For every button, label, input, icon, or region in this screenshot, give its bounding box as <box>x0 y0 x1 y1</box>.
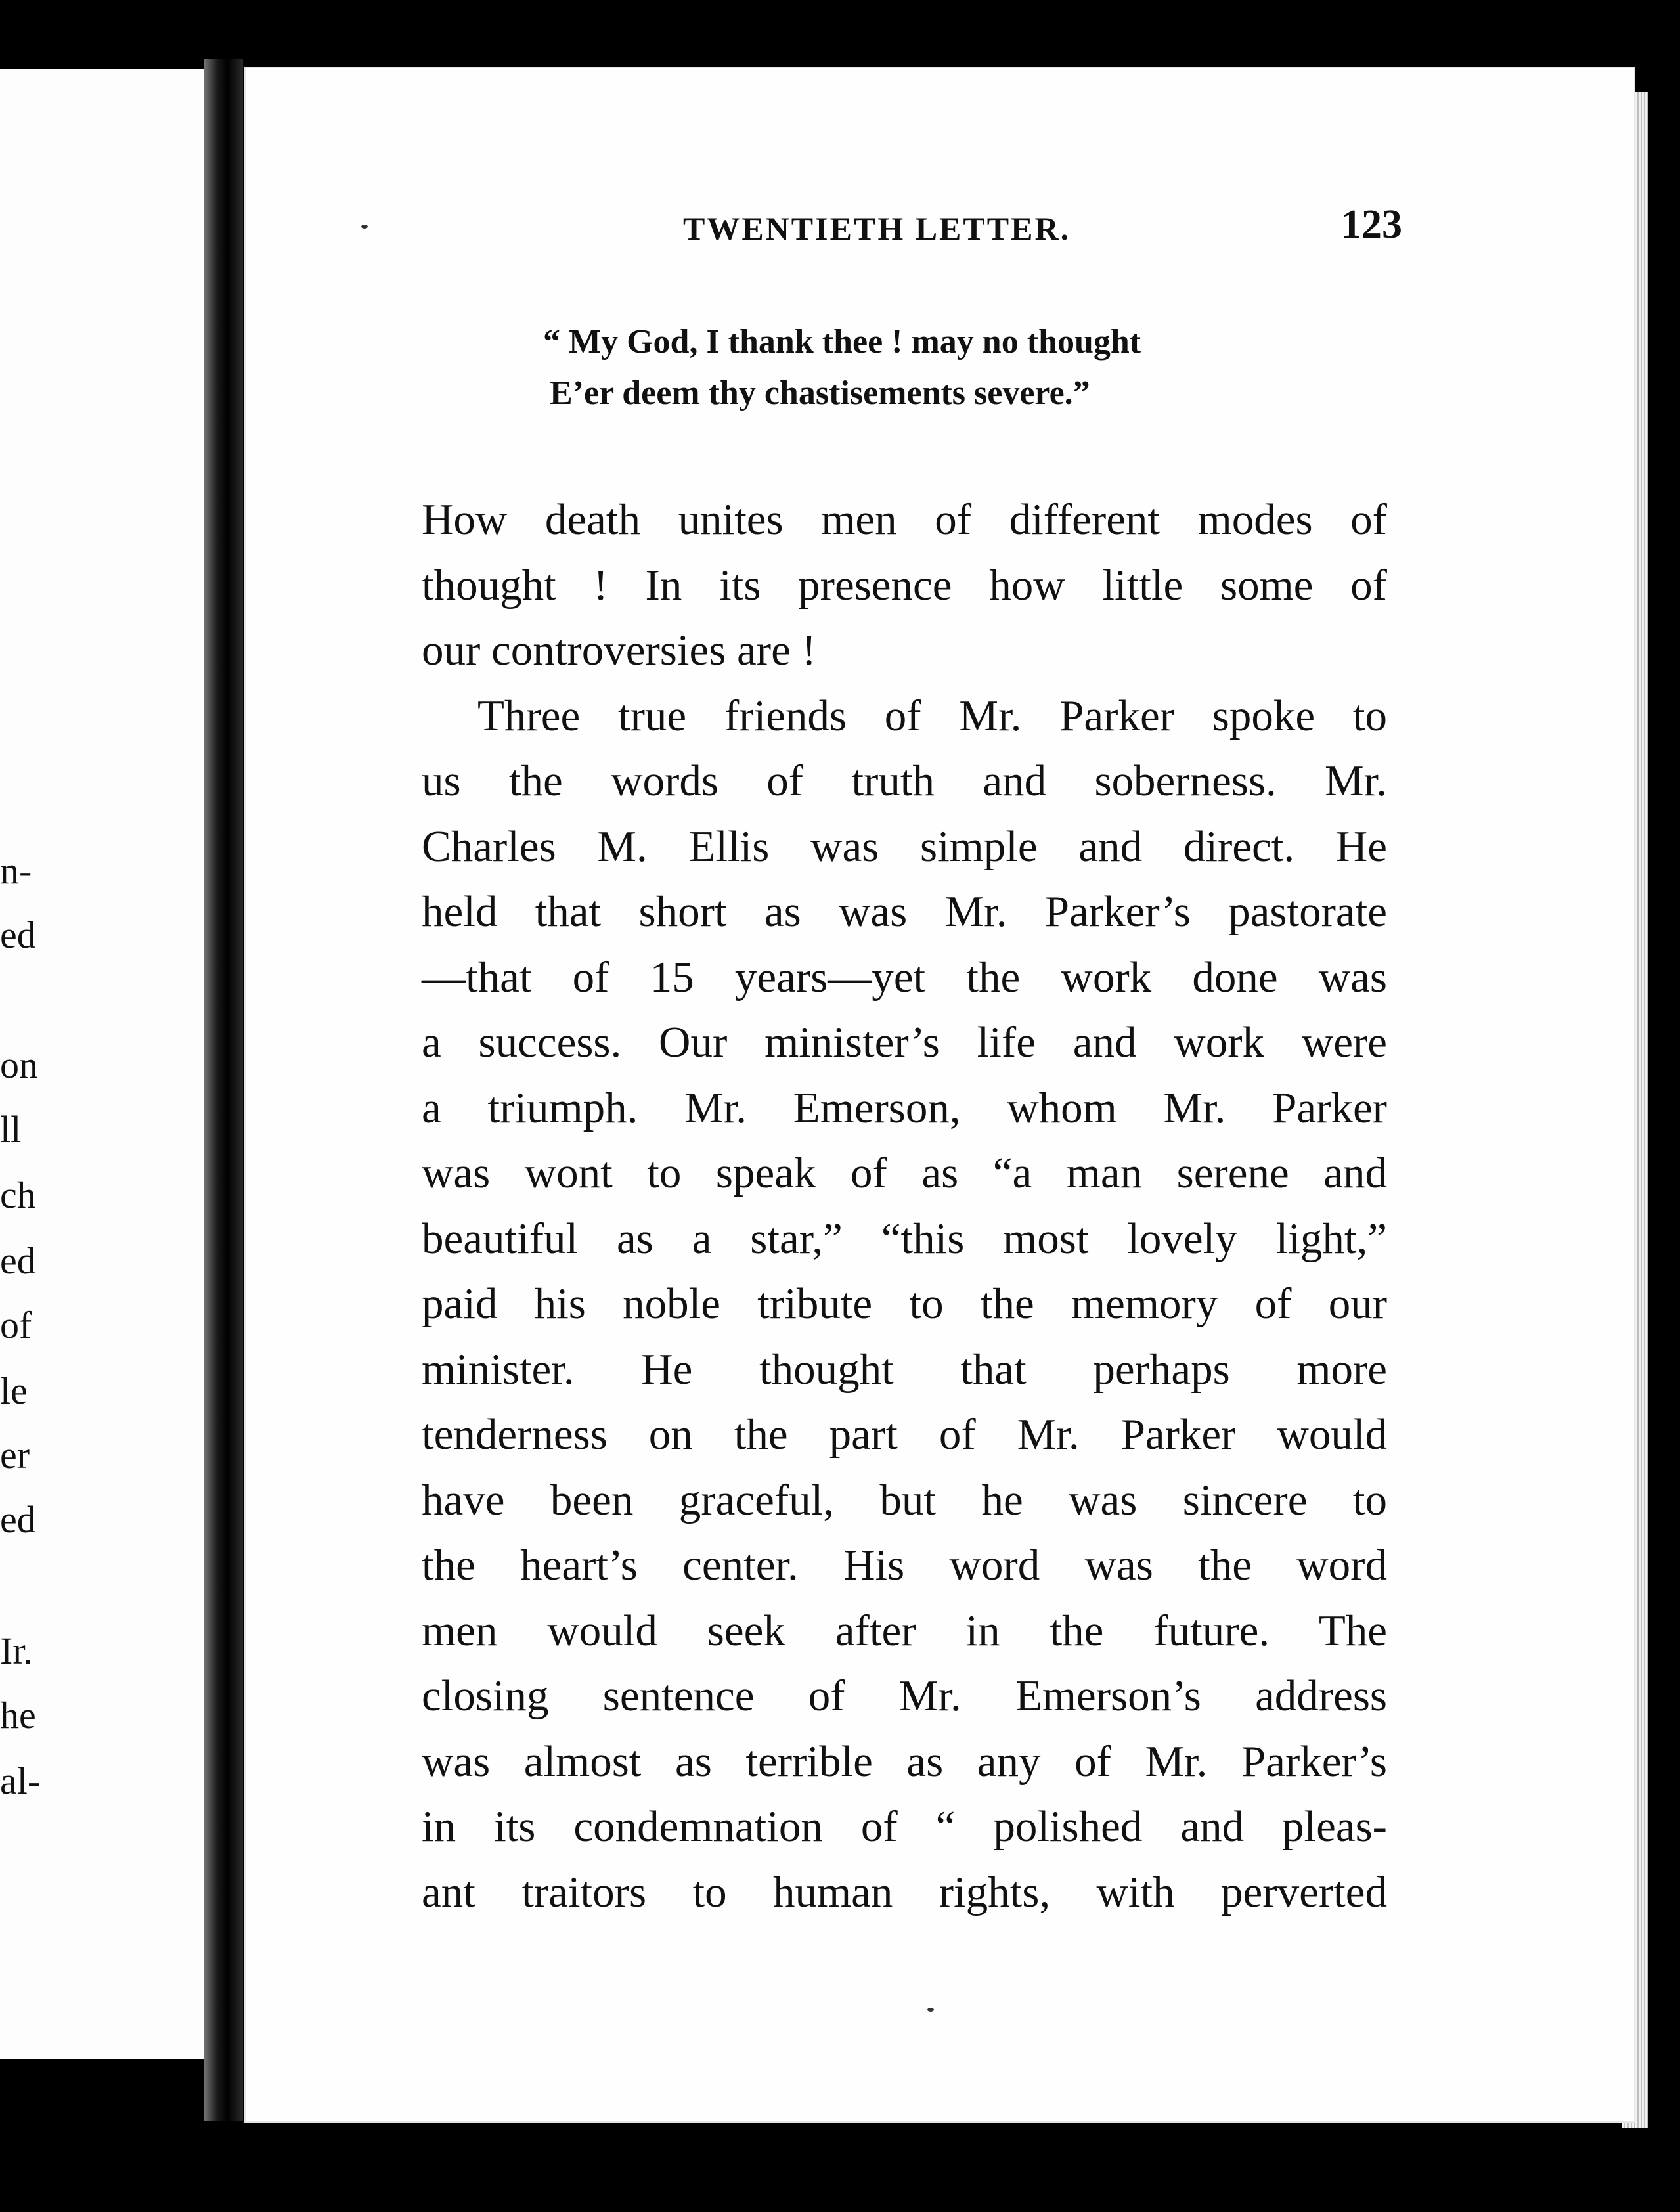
book-gutter <box>204 59 243 2121</box>
text-line: the heart’s center. His word was the word <box>422 1541 1387 1589</box>
text-line: held that short as was Mr. Parker’s pastorate <box>422 887 1387 936</box>
left-fragment: al- <box>0 1759 41 1802</box>
page-number: 123 <box>1341 202 1402 247</box>
text-line: was wont to speak of as “a man serene and <box>422 1149 1387 1197</box>
text-line: tenderness on the part of Mr. Parker would <box>422 1410 1387 1459</box>
ink-speck <box>927 2008 934 2012</box>
page-header <box>244 202 1635 261</box>
text-line: men would seek after in the future. The <box>422 1606 1387 1655</box>
left-facing-page <box>0 69 220 2059</box>
left-fragment: he <box>0 1694 36 1736</box>
left-fragment: n- <box>0 849 32 892</box>
book-page <box>244 67 1635 2123</box>
text-line: minister. He thought that perhaps more <box>422 1344 1387 1394</box>
body-text <box>422 487 1650 1925</box>
left-fragment: ed <box>0 1239 36 1282</box>
text-line: thought ! In its presence how little some of <box>422 560 1387 609</box>
text-line: ant traitors to human rights, with perverted <box>422 1867 1387 1916</box>
left-fragment: ed <box>0 1498 36 1541</box>
left-fragment: ll <box>0 1108 22 1151</box>
left-fragment: ch <box>0 1174 36 1216</box>
text-line: in its condemnation of “ polished and pleas- <box>422 1802 1387 1851</box>
text-line: a triumph. Mr. Emerson, whom Mr. Parker <box>422 1083 1387 1132</box>
text-line: beautiful as a star,” “this most lovely light,” <box>422 1214 1387 1263</box>
text-line: closing sentence of Mr. Emerson’s address <box>422 1671 1387 1720</box>
text-line: How death unites men of different modes of <box>422 495 1387 544</box>
text-line: was almost as terrible as any of Mr. Parker’s <box>422 1736 1387 1786</box>
text-line: Three true friends of Mr. Parker spoke to <box>477 691 1387 740</box>
verse-line: E’er deem thy chastisements severe.” <box>550 374 1090 412</box>
text-line: —that of 15 years—yet the work done was <box>422 952 1387 1002</box>
text-line: have been graceful, but he was sincere to <box>422 1475 1387 1524</box>
left-fragment: ed <box>0 914 36 956</box>
left-fragment: of <box>0 1304 32 1346</box>
text-line: us the words of truth and soberness. Mr. <box>422 757 1387 805</box>
text-line: our controversies are ! <box>422 626 816 675</box>
running-head: TWENTIETH LETTER. <box>683 210 1071 247</box>
verse-line: “ My God, I thank thee ! may no thought <box>543 323 1141 361</box>
ink-speck <box>361 225 368 229</box>
text-line: a success. Our minister’s life and work were <box>422 1018 1387 1067</box>
left-fragment: er <box>0 1434 30 1476</box>
verse-quotation <box>543 317 1463 419</box>
text-line: paid his noble tribute to the memory of our <box>422 1279 1387 1328</box>
text-line: Charles M. Ellis was simple and direct. He <box>422 822 1387 871</box>
left-fragment: Ir. <box>0 1629 33 1672</box>
left-fragment: on <box>0 1044 38 1086</box>
left-page-text-fragments <box>0 69 220 2059</box>
left-fragment: le <box>0 1369 28 1412</box>
